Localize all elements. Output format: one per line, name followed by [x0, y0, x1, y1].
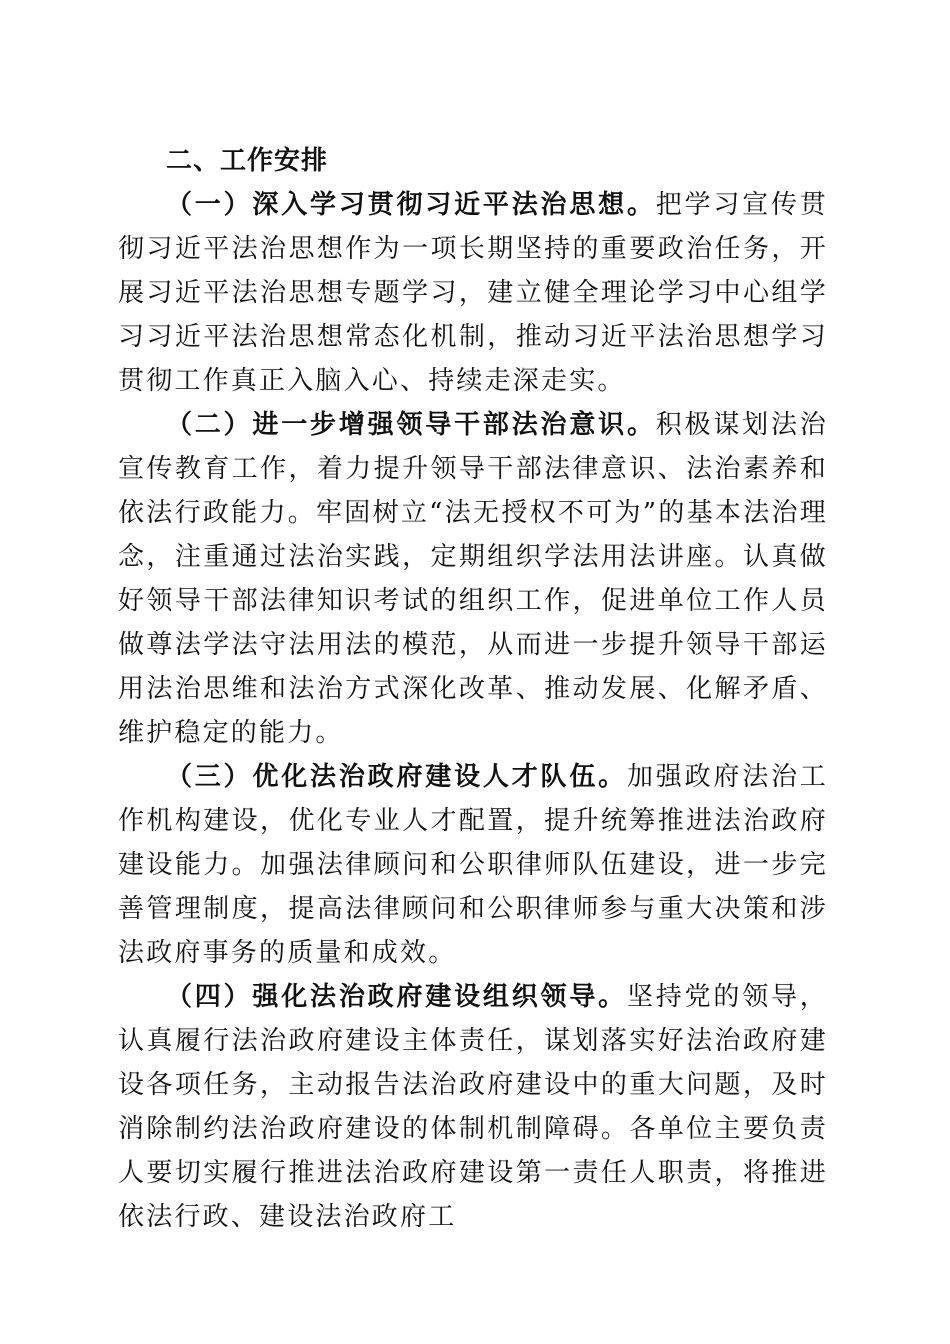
paragraph-3-body: 加强政府法治工作机构建设，优化专业人才配置，提升统筹推进法治政府建设能力。加强法律顾问和公职律师队伍建设，进一步完善管理制度，提高法律顾问和公职律师参与重大决策和涉法政府事务的质量和成效。: [118, 762, 829, 968]
paragraph-4-body: 坚持党的领导，认真履行法治政府建设主体责任，谋划落实好法治政府建设各项任务，主动报告法治政府建设中的重大问题，及时消除制约法治政府建设的体制机制障碍。各单位主要负责人要切实履行推进法治政府建设第一责任人职责，将推进依法行政、建设法治政府工: [118, 982, 829, 1232]
paragraph-1-title: （一）深入学习贯彻习近平法治思想。: [166, 190, 656, 220]
paragraph-4-title: （四）强化法治政府建设组织领导。: [166, 982, 627, 1012]
paragraph-2-title: （二）进一步增强领导干部法治意识。: [166, 410, 656, 440]
section-heading: 二、工作安排: [166, 146, 329, 176]
paragraph-2: [118, 403, 828, 755]
paragraph-1-body: 把学习宣传贯彻习近平法治思想作为一项长期坚持的重要政治任务，开展习近平法治思想专题学习，建立健全理论学习中心组学习习近平法治思想常态化机制，推动习近平法治思想学习贯彻工作真正入脑入心、持续走深走实。: [118, 190, 828, 396]
paragraph-3-title: （三）优化法治政府建设人才队伍。: [166, 762, 627, 792]
paragraph-1: [118, 183, 828, 403]
paragraph-4: [118, 975, 828, 1239]
document-body: [118, 140, 828, 1239]
paragraph-3: [118, 755, 828, 975]
paragraph-2-body: 积极谋划法治宣传教育工作，着力提升领导干部法律意识、法治素养和依法行政能力。牢固树立“法无授权不可为”的基本法治理念，注重通过法治实践，定期组织学法用法讲座。认真做好领导干部法律知识考试的组织工作，促进单位工作人员做尊法学法守法用法的模范，从而进一步提升领导干部运用法治思维和法治方式深化改革、推动发展、化解矛盾、维护稳定的能力。: [118, 410, 828, 748]
